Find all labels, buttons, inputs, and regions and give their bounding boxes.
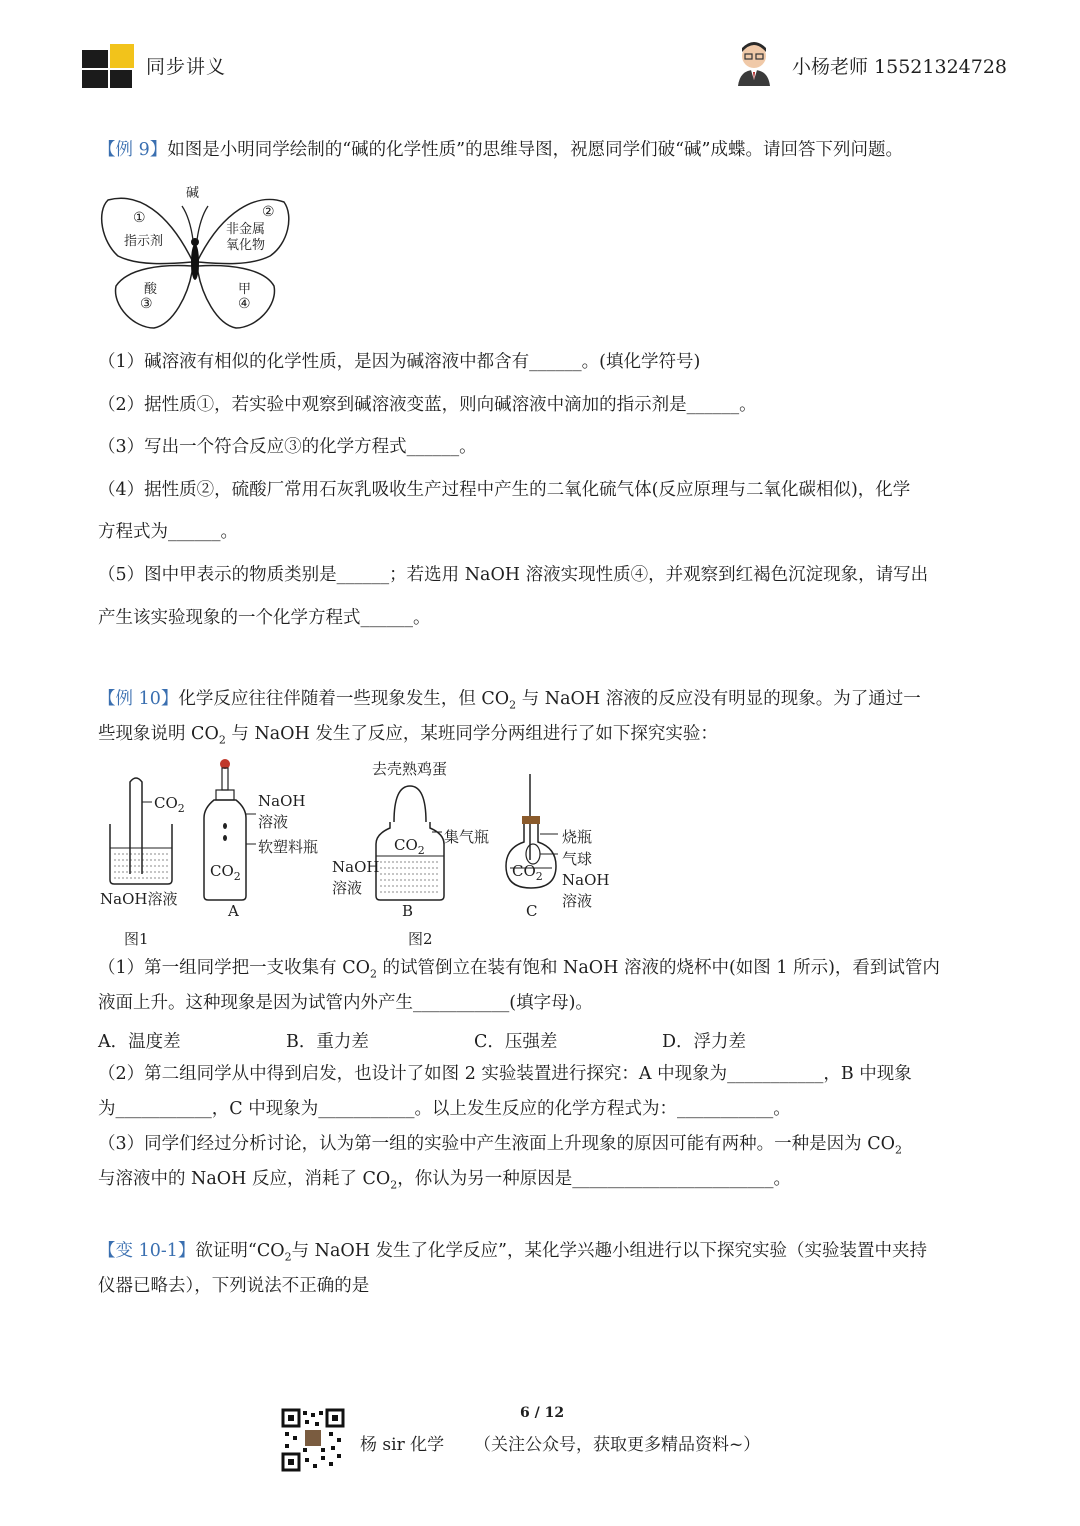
figB-gas-bottle-label: 集气瓶	[444, 828, 490, 846]
example10-q3-line2: 与溶液中的 NaOH 反应，消耗了 $CO_2$，你认为另一种原因是_______________________。	[98, 1169, 792, 1192]
qr-code-icon	[281, 1408, 345, 1472]
figC-balloon-label: 气球	[562, 850, 593, 868]
variant-line2: 仪器已略去），下列说法不正确的是	[98, 1276, 370, 1296]
figC-naoh-label: NaOH	[562, 871, 610, 889]
header-title: 同步讲义	[146, 56, 227, 78]
example10-intro-line1: 【例 10】化学反应往往伴随着一些现象发生，但 $CO_2$ 与 NaOH 溶液的反应没有明显的现象。为了通过一	[98, 689, 921, 712]
example9-q2: （2）据性质①，若实验中观察到碱溶液变蓝，则向碱溶液中滴加的指示剂是______。	[98, 395, 757, 415]
wing1-number: ①	[133, 210, 146, 226]
fig2-caption: 图2	[408, 930, 433, 948]
example10-q1-line1: （1）第一组同学把一支收集有 $CO_2$ 的试管倒立在装有饱和 NaOH 溶液的烧杯中(如图 1 所示)，看到试管内	[98, 958, 940, 981]
page-number: 6 / 12	[520, 1405, 565, 1421]
example9-q4-line2: 方程式为______。	[98, 522, 238, 542]
example10-intro-line2: 些现象说明 $CO_2$ 与 NaOH 发生了反应，某班同学分两组进行了如下探究实验：	[98, 724, 718, 747]
figA-solution-label: 溶液	[258, 813, 289, 831]
example9-q5-line2: 产生该实验现象的一个化学方程式______。	[98, 608, 431, 628]
example10-q1-line2: 液面上升。这种现象是因为试管内外产生___________(填字母)。	[98, 993, 593, 1013]
figB-naoh-label: NaOH	[332, 858, 380, 876]
wing2-label-1: 非金属	[226, 222, 266, 237]
variant-tag: 【变 10-1】	[98, 1241, 196, 1261]
option-a: A．温度差	[98, 1032, 181, 1052]
teacher-contact: 小杨老师 15521324728	[792, 56, 1008, 78]
example10-q2-line2: 为___________，C 中现象为___________。以上发生反应的化学方程式为：___________。	[98, 1099, 791, 1119]
wing3-label: 酸	[144, 282, 158, 297]
option-c: C．压强差	[474, 1032, 558, 1052]
option-b: B．重力差	[286, 1032, 369, 1052]
fig1-co2-label: $CO_2$	[154, 794, 185, 815]
example9-q1: （1）碱溶液有相似的化学性质，是因为碱溶液中都含有______。(填化学符号)	[98, 352, 701, 372]
variant-line1: 【变 10-1】欲证明“$CO_2$与 NaOH 发生了化学反应”，某化学兴趣小组进行以下探究实验（实验装置中夹持	[98, 1241, 928, 1264]
wing3-number: ③	[140, 296, 153, 312]
fig1-caption: 图1	[124, 930, 149, 948]
example10-q2-line1: （2）第二组同学从中得到启发，也设计了如图 2 实验装置进行探究：A 中现象为___________，B 中现象	[98, 1064, 912, 1084]
figB-co2-label: $CO_2$	[394, 836, 425, 857]
fig1-naoh-label: NaOH溶液	[100, 890, 178, 908]
wing4-number: ④	[238, 296, 251, 312]
wing2-label-2: 氧化物	[226, 238, 266, 253]
example10-tag: 【例 10】	[98, 689, 179, 709]
footer-note: （关注公众号，获取更多精品资料~）	[474, 1435, 761, 1455]
figA-co2-label: $CO_2$	[210, 862, 241, 883]
example10-q3-line1: （3）同学们经过分析讨论，认为第一组的实验中产生液面上升现象的原因可能有两种。一种是因为 $CO_2$	[98, 1134, 902, 1157]
example9-q3: （3）写出一个符合反应③的化学方程式______。	[98, 437, 477, 457]
figA-naoh-label: NaOH	[258, 792, 306, 810]
figC-solution-label: 溶液	[562, 892, 593, 910]
example9-tag: 【例 9】	[98, 140, 168, 160]
figB-egg-label: 去壳熟鸡蛋	[372, 760, 448, 778]
figC-caption: C	[526, 902, 538, 920]
apparatus-drawings	[98, 756, 618, 946]
butterfly-head-label: 碱	[186, 186, 200, 201]
wing4-label: 甲	[238, 282, 252, 297]
option-d: D．浮力差	[662, 1032, 747, 1052]
wing1-label: 指示剂	[124, 234, 164, 249]
figC-co2-label: $CO_2$	[512, 862, 543, 883]
figA-soft-bottle-label: 软塑料瓶	[258, 838, 319, 856]
example9-q4-line1: （4）据性质②，硫酸厂常用石灰乳吸收生产过程中产生的二氧化硫气体(反应原理与二氧化碳相似)，化学	[98, 480, 911, 500]
butterfly-figure	[98, 182, 298, 332]
logo-icon	[80, 42, 136, 90]
figA-caption: A	[228, 902, 239, 920]
teacher-avatar-icon	[734, 40, 774, 86]
figB-caption: B	[402, 902, 414, 920]
example9-q5-line1: （5）图中甲表示的物质类别是______；若选用 NaOH 溶液实现性质④，并观察到红褐色沉淀现象，请写出	[98, 565, 929, 585]
footer-brand: 杨 sir 化学	[360, 1435, 445, 1455]
figB-solution-label: 溶液	[332, 879, 363, 897]
figC-flask-label: 烧瓶	[562, 828, 593, 846]
example9-intro: 【例 9】如图是小明同学绘制的“碱的化学性质”的思维导图，祝愿同学们破“碱”成蝶。请回答下列问题。	[98, 140, 903, 160]
wing2-number: ②	[262, 204, 275, 220]
experiment-figures	[98, 756, 618, 946]
